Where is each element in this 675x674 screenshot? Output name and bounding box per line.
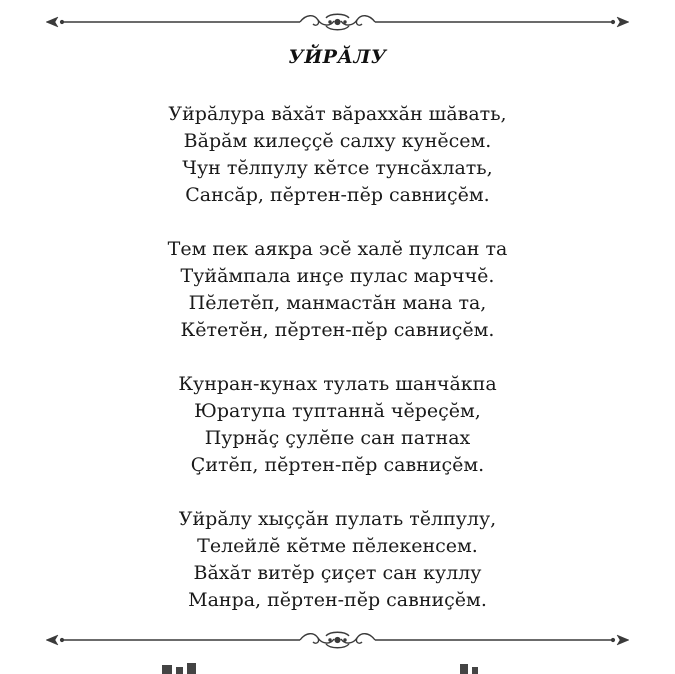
poem-line: Телейлӗ кӗтме пӗлекенсем. (197, 535, 478, 557)
cropped-text-glyphs (160, 661, 520, 674)
stanza-1 (0, 101, 675, 209)
poem-line: Кӗтетӗн, пӗртен-пӗр савниҫӗм. (180, 319, 495, 341)
poem-body (0, 101, 675, 641)
stanza-3 (0, 371, 675, 479)
top-divider (0, 10, 675, 34)
poem-line: Пурнӑҫ ҫулӗпе сан патнах (204, 427, 471, 449)
poem-line: Уйрӑлу хыҫҫӑн пулать тӗлпулу, (178, 508, 497, 530)
poem-line: Вӑхӑт витӗр ҫиҫет сан куллу (193, 562, 482, 584)
poem-line: Манра, пӗртен-пӗр савниҫӗм. (188, 589, 487, 611)
stanza-2 (0, 236, 675, 344)
poem-line: Пӗлетӗп, манмастӑн мана та, (188, 292, 487, 314)
poem-title: УЙРӐЛУ (288, 46, 387, 68)
poem-line: Юратупа туптаннӑ чӗреҫӗм, (194, 400, 481, 422)
poem-line: Вӑрӑм килеҫҫӗ салху кунӗсем. (183, 130, 492, 152)
poem-line: Уйрӑлура вӑхӑт вӑраххӑн шӑвать, (168, 103, 507, 125)
floral-divider-icon (0, 10, 675, 34)
stanza-4 (0, 506, 675, 614)
poem-line: Ҫитӗп, пӗртен-пӗр савниҫӗм. (190, 454, 485, 476)
poem-line: Сансӑр, пӗртен-пӗр савниҫӗм. (185, 184, 490, 206)
bottom-divider (0, 628, 675, 652)
poem-line: Чун тӗлпулу кӗтсе тунсӑхлать, (182, 157, 493, 179)
floral-divider-icon (0, 628, 675, 652)
poem-line: Туйӑмпала инҫе пулас марччӗ. (180, 265, 495, 287)
poem-line: Кунран-кунах тулать шанчӑкпа (178, 373, 497, 395)
poem-line: Тем пек аякра эсӗ халӗ пулсан та (167, 238, 508, 260)
